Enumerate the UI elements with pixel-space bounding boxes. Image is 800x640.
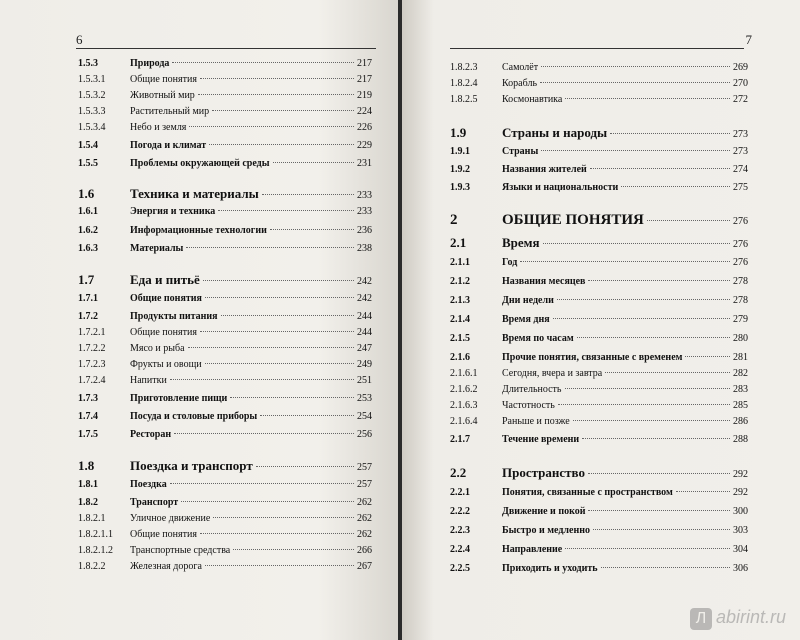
toc-entry-page: 286	[733, 416, 748, 427]
toc-entry-title: Еда и питьё	[130, 272, 200, 287]
toc-entry-page: 276	[733, 239, 748, 250]
header-rule-left	[76, 48, 376, 49]
toc-entry-title: Растительный мир	[130, 106, 210, 117]
watermark	[690, 607, 786, 630]
dot-leader	[685, 356, 730, 357]
toc-entry-page: 303	[733, 525, 748, 536]
toc-entry-title: Сегодня, вчера и завтра	[502, 368, 603, 379]
toc-entry-page: 247	[357, 343, 372, 354]
toc-entry	[450, 333, 748, 344]
dot-leader	[205, 297, 354, 298]
dot-leader	[200, 533, 354, 534]
toc-entry-number: 2.1.2	[450, 276, 470, 287]
watermark-text: abirint.ru	[715, 607, 786, 627]
dot-leader	[170, 379, 354, 380]
toc-entry-number: 2	[450, 212, 458, 228]
toc-entry-title: Уличное движение	[130, 513, 211, 524]
toc-entry-page: 285	[733, 400, 748, 411]
toc-entry-title: Погода и климат	[130, 140, 207, 151]
toc-entry-title: Природа	[130, 58, 170, 69]
toc-entry-number: 1.5.4	[78, 140, 98, 151]
toc-entry	[78, 545, 372, 556]
toc-entry-number: 2.1.4	[450, 314, 470, 325]
toc-entry-page: 233	[357, 190, 372, 201]
toc-entry-page: 244	[357, 311, 372, 322]
toc-entry	[450, 146, 748, 157]
toc-entry	[78, 206, 372, 217]
dot-leader	[543, 243, 730, 244]
toc-entry	[78, 529, 372, 540]
toc-entry-page: 276	[733, 216, 748, 227]
toc-entry-title: Время по часам	[502, 333, 574, 344]
toc-entry	[450, 416, 748, 427]
toc-entry-number: 1.7.1	[78, 293, 98, 304]
toc-entry-title: Общие понятия	[130, 327, 197, 338]
dot-leader	[582, 438, 730, 439]
toc-entry-page: 288	[733, 434, 748, 445]
dot-leader	[541, 66, 730, 67]
toc-entry-title: Корабль	[502, 78, 537, 89]
dot-leader	[209, 144, 354, 145]
toc-entry-page: 244	[357, 327, 372, 338]
toc-entry	[78, 343, 372, 354]
toc-entry-page: 262	[357, 497, 372, 508]
toc-entry	[450, 384, 748, 395]
toc-entry-page: 283	[733, 384, 748, 395]
header-rule-right	[450, 48, 744, 49]
toc-entry-page: 275	[733, 182, 748, 193]
toc-entry-number: 1.6.2	[78, 225, 98, 236]
dot-leader	[621, 186, 730, 187]
toc-entry-title: Техника и материалы	[130, 186, 259, 201]
toc-entry-number: 1.5.3.3	[78, 106, 106, 117]
toc-entry-page: 279	[733, 314, 748, 325]
left-page	[0, 0, 398, 640]
toc-entry-number: 1.7.2.2	[78, 343, 106, 354]
toc-entry-title: Посуда и столовые приборы	[130, 411, 258, 422]
toc-entry	[78, 122, 372, 133]
dot-leader	[610, 133, 730, 134]
right-page	[402, 0, 800, 640]
dot-leader	[557, 299, 730, 300]
toc-entry-page: 269	[733, 62, 748, 73]
toc-entry-title: Течение времени	[502, 434, 580, 445]
toc-entry-title: Пространство	[502, 465, 585, 480]
dot-leader	[647, 220, 730, 221]
toc-entry-page: 233	[357, 206, 372, 217]
dot-leader	[605, 372, 730, 373]
toc-entry-page: 224	[357, 106, 372, 117]
dot-leader	[588, 473, 730, 474]
toc-entry-page: 278	[733, 276, 748, 287]
toc-entry	[78, 58, 372, 69]
dot-leader	[256, 466, 354, 467]
toc-entry-page: 256	[357, 429, 372, 440]
toc-entry-number: 1.5.5	[78, 158, 98, 169]
toc-entry-page: 276	[733, 257, 748, 268]
toc-entry-page: 249	[357, 359, 372, 370]
toc-entry-page: 278	[733, 295, 748, 306]
dot-leader	[181, 501, 354, 502]
toc-entry	[78, 140, 372, 151]
dot-leader	[573, 420, 730, 421]
toc-entry-title: Приготовление пищи	[130, 393, 228, 404]
toc-entry	[78, 272, 372, 288]
toc-entry	[450, 544, 748, 555]
toc-entry-number: 1.6.1	[78, 206, 98, 217]
dot-leader	[218, 210, 354, 211]
toc-entry-title: Фрукты и овощи	[130, 359, 202, 370]
toc-entry-number: 1.7.2	[78, 311, 98, 322]
toc-entry-number: 1.7.4	[78, 411, 98, 422]
dot-leader	[174, 433, 354, 434]
dot-leader	[200, 78, 354, 79]
toc-entry-page: 282	[733, 368, 748, 379]
toc-entry-title: Поездка и транспорт	[130, 458, 253, 473]
dot-leader	[588, 510, 730, 511]
dot-leader	[205, 363, 354, 364]
toc-entry-title: Ресторан	[130, 429, 172, 440]
toc-entry-number: 2.2.1	[450, 487, 470, 498]
toc-entry-title: Самолёт	[502, 62, 539, 73]
toc-entry-page: 274	[733, 164, 748, 175]
toc-entry-title: Время	[502, 235, 540, 250]
dot-leader	[588, 280, 730, 281]
dot-leader	[270, 229, 354, 230]
toc-entry-number: 1.8.2.2	[78, 561, 106, 572]
toc-entry-title: ОБЩИЕ ПОНЯТИЯ	[502, 212, 644, 228]
toc-entry	[78, 311, 372, 322]
dot-leader	[200, 331, 354, 332]
dot-leader	[541, 150, 730, 151]
toc-entry-title: Языки и национальности	[502, 182, 619, 193]
toc-entry	[450, 276, 748, 287]
toc-entry-page: 266	[357, 545, 372, 556]
toc-entry-title: Животный мир	[130, 90, 195, 101]
toc-entry	[78, 513, 372, 524]
toc-entry	[450, 487, 748, 498]
page-number-right: 7	[745, 32, 752, 47]
dot-leader	[172, 62, 354, 63]
toc-entry-page: 280	[733, 333, 748, 344]
toc-entry	[78, 327, 372, 338]
toc-entry-number: 2.1.6.4	[450, 416, 478, 427]
toc-entry	[78, 243, 372, 254]
toc-entry-title: Прочие понятия, связанные с временем	[502, 352, 683, 363]
toc-entry-title: Транспортные средства	[130, 545, 231, 556]
toc-entry-page: 300	[733, 506, 748, 517]
toc-entry-number: 2.1.3	[450, 295, 470, 306]
toc-entry	[450, 94, 748, 105]
toc-entry	[78, 458, 372, 474]
toc-entry	[78, 429, 372, 440]
toc-entry-page: 242	[357, 276, 372, 287]
toc-entry	[450, 525, 748, 536]
toc-entry	[450, 212, 748, 229]
toc-entry-number: 1.5.3	[78, 58, 98, 69]
toc-entry-number: 1.8	[78, 458, 95, 473]
toc-entry-page: 306	[733, 563, 748, 574]
toc-entry	[78, 497, 372, 508]
toc-entry	[450, 182, 748, 193]
toc-entry	[450, 400, 748, 411]
toc-entry-title: Названия месяцев	[502, 276, 586, 287]
toc-entry-number: 1.7.3	[78, 393, 98, 404]
toc-entry-number: 1.8.2	[78, 497, 98, 508]
toc-entry-number: 2.2.4	[450, 544, 470, 555]
dot-leader	[212, 110, 354, 111]
dot-leader	[565, 548, 730, 549]
dot-leader	[540, 82, 730, 83]
dot-leader	[170, 483, 354, 484]
toc-entry-page: 231	[357, 158, 372, 169]
toc-entry-number: 2.1.1	[450, 257, 470, 268]
toc-entry	[78, 561, 372, 572]
toc-entry-number: 1.5.3.4	[78, 122, 106, 133]
toc-entry-page: 236	[357, 225, 372, 236]
toc-entry-title: Энергия и техника	[130, 206, 216, 217]
toc-entry-page: 281	[733, 352, 748, 363]
toc-entry-title: Страны	[502, 146, 539, 157]
dot-leader	[233, 549, 354, 550]
toc-entry-title: Поездка	[130, 479, 167, 490]
toc-entry	[78, 106, 372, 117]
toc-entry-number: 1.9.3	[450, 182, 470, 193]
toc-entry-number: 2.1	[450, 235, 467, 250]
toc-entry-number: 2.1.5	[450, 333, 470, 344]
dot-leader	[520, 261, 730, 262]
page-number-left: 6	[76, 32, 83, 47]
dot-leader	[565, 388, 731, 389]
toc-entry-page: 272	[733, 94, 748, 105]
toc-entry-page: 217	[357, 58, 372, 69]
toc-entry-number: 1.7.5	[78, 429, 98, 440]
toc-entry-number: 2.1.6.2	[450, 384, 478, 395]
toc-entry-title: Направление	[502, 544, 563, 555]
toc-entry-number: 2.2.5	[450, 563, 470, 574]
toc-entry-title: Понятия, связанные с пространством	[502, 487, 673, 498]
toc-entry-number: 2.1.6	[450, 352, 470, 363]
toc-entry	[450, 314, 748, 325]
toc-entry-number: 1.8.2.1.2	[78, 545, 113, 556]
toc-entry	[78, 158, 372, 169]
toc-entry-page: 253	[357, 393, 372, 404]
dot-leader	[189, 126, 354, 127]
toc-entry-title: Год	[502, 257, 518, 268]
dot-leader	[273, 162, 354, 163]
dot-leader	[593, 529, 730, 530]
toc-entry-title: Проблемы окружающей среды	[130, 158, 270, 169]
toc-entry-title: Космонавтика	[502, 94, 563, 105]
toc-entry-title: Приходить и уходить	[502, 563, 598, 574]
toc-entry-page: 254	[357, 411, 372, 422]
toc-entry-title: Мясо и рыба	[130, 343, 185, 354]
toc-entry-page: 292	[733, 469, 748, 480]
toc-entry-title: Дни недели	[502, 295, 554, 306]
toc-entry-page: 251	[357, 375, 372, 386]
toc-entry-page: 257	[357, 479, 372, 490]
toc-entry	[78, 359, 372, 370]
toc-entry-number: 2.1.6.1	[450, 368, 478, 379]
toc-entry-number: 1.5.3.2	[78, 90, 106, 101]
toc-entry-number: 2.2.2	[450, 506, 470, 517]
toc-entry	[78, 293, 372, 304]
toc-entry	[78, 375, 372, 386]
toc-entry	[450, 62, 748, 73]
toc-entry-title: Транспорт	[130, 497, 179, 508]
toc-entry	[450, 465, 748, 481]
dot-leader	[205, 565, 354, 566]
toc-entry-title: Быстро и медленно	[502, 525, 590, 536]
toc-entry	[78, 411, 372, 422]
toc-entry-number: 1.5.3.1	[78, 74, 106, 85]
toc-entry	[450, 257, 748, 268]
toc-entry-number: 2.1.7	[450, 434, 470, 445]
toc-entry-page: 217	[357, 74, 372, 85]
toc-entry-page: 304	[733, 544, 748, 555]
toc-entry-page: 273	[733, 146, 748, 157]
toc-entry-page: 262	[357, 529, 372, 540]
dot-leader	[590, 168, 730, 169]
toc-entry-page: 262	[357, 513, 372, 524]
dot-leader	[198, 94, 354, 95]
toc-entry-number: 2.2.3	[450, 525, 470, 536]
toc-entry-number: 1.7.2.1	[78, 327, 106, 338]
toc-entry-title: Продукты питания	[130, 311, 218, 322]
toc-entry	[450, 506, 748, 517]
toc-entry-number: 1.9.1	[450, 146, 470, 157]
toc-entry-title: Информационные технологии	[130, 225, 267, 236]
toc-entry	[450, 352, 748, 363]
toc-entry-title: Время дня	[502, 314, 550, 325]
toc-entry-page: 219	[357, 90, 372, 101]
toc-entry-page: 242	[357, 293, 372, 304]
dot-leader	[186, 247, 354, 248]
dot-leader	[577, 337, 730, 338]
toc-entry-page: 292	[733, 487, 748, 498]
toc-entry	[450, 164, 748, 175]
toc-entry-number: 2.2	[450, 465, 467, 480]
toc-entry	[450, 563, 748, 574]
dot-leader	[203, 280, 354, 281]
toc-entry-title: Раньше и позже	[502, 416, 570, 427]
dot-leader	[213, 517, 354, 518]
dot-leader	[676, 491, 730, 492]
toc-entry	[450, 434, 748, 445]
dot-leader	[601, 567, 730, 568]
toc-entry	[450, 125, 748, 141]
toc-entry-number: 1.8.2.3	[450, 62, 478, 73]
toc-entry-page: 229	[357, 140, 372, 151]
toc-entry-title: Напитки	[130, 375, 167, 386]
dot-leader	[553, 318, 730, 319]
dot-leader	[230, 397, 354, 398]
dot-leader	[262, 194, 354, 195]
labirint-logo-icon: Л	[690, 608, 712, 630]
toc-entry-title: Страны и народы	[502, 125, 608, 140]
toc-entry-number: 1.8.2.4	[450, 78, 478, 89]
toc-entry-number: 1.8.2.1	[78, 513, 106, 524]
toc-entry-page: 267	[357, 561, 372, 572]
toc-entry	[450, 78, 748, 89]
toc-entry-number: 1.8.1	[78, 479, 98, 490]
dot-leader	[260, 415, 354, 416]
toc-entry-title: Длительность	[502, 384, 562, 395]
toc-entry-title: Небо и земля	[130, 122, 187, 133]
toc-entry-page: 273	[733, 129, 748, 140]
toc-entry-page: 257	[357, 462, 372, 473]
toc-entry-page: 238	[357, 243, 372, 254]
toc-entry	[78, 186, 372, 202]
toc-entry-title: Общие понятия	[130, 293, 202, 304]
toc-entry-title: Общие понятия	[130, 529, 197, 540]
toc-entry	[450, 235, 748, 251]
toc-entry-number: 1.7	[78, 272, 95, 287]
dot-leader	[565, 98, 730, 99]
toc-entry-number: 1.7.2.4	[78, 375, 106, 386]
dot-leader	[221, 315, 354, 316]
toc-entry-number: 1.7.2.3	[78, 359, 106, 370]
toc-entry	[450, 295, 748, 306]
toc-entry-title: Общие понятия	[130, 74, 197, 85]
toc-entry	[450, 368, 748, 379]
toc-entry-title: Частотность	[502, 400, 555, 411]
toc-entry-title: Материалы	[130, 243, 184, 254]
dot-leader	[558, 404, 730, 405]
toc-entry-title: Железная дорога	[130, 561, 202, 572]
toc-entry-page: 270	[733, 78, 748, 89]
toc-entry-number: 1.8.2.5	[450, 94, 478, 105]
toc-entry	[78, 225, 372, 236]
toc-entry-number: 1.9	[450, 125, 467, 140]
toc-entry-number: 1.6	[78, 186, 95, 201]
toc-entry-page: 226	[357, 122, 372, 133]
toc-entry-number: 1.9.2	[450, 164, 470, 175]
toc-entry	[78, 90, 372, 101]
toc-entry-number: 2.1.6.3	[450, 400, 478, 411]
toc-entry-title: Названия жителей	[502, 164, 587, 175]
toc-entry-number: 1.6.3	[78, 243, 98, 254]
toc-entry	[78, 74, 372, 85]
toc-entry-number: 1.8.2.1.1	[78, 529, 113, 540]
toc-entry	[78, 393, 372, 404]
toc-entry	[78, 479, 372, 490]
dot-leader	[188, 347, 354, 348]
toc-entry-title: Движение и покой	[502, 506, 586, 517]
